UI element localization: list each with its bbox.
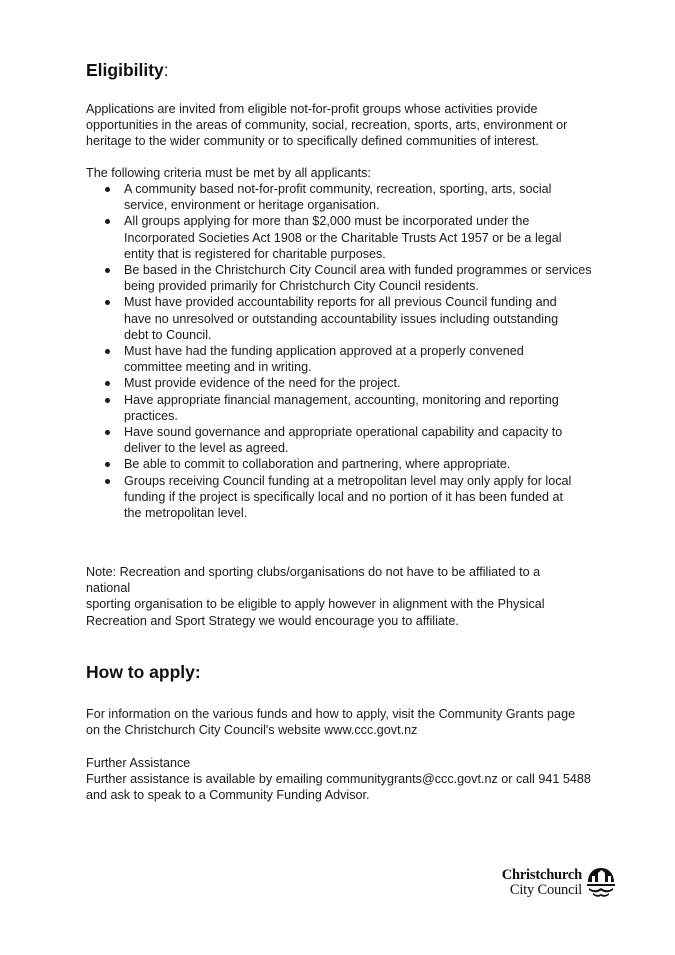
criteria-item: [86, 456, 586, 472]
criteria-line: debt to Council.: [124, 327, 212, 342]
criteria-line: being provided primarily for Christchurch City Council residents.: [124, 279, 479, 294]
bullet-icon: [105, 479, 110, 484]
criteria-line: Must provide evidence of the need for the project.: [124, 376, 401, 391]
further-line: Further assistance is available by emailing communitygrants@ccc.govt.nz or call 941 5488: [86, 772, 591, 787]
note-line: Recreation and Sport Strategy we would encourage you to affiliate.: [86, 613, 459, 628]
bullet-icon: [105, 349, 110, 354]
criteria-line: Incorporated Societies Act 1908 or the Charitable Trusts Act 1957 or be a legal: [124, 230, 562, 245]
eligibility-heading-text: Eligibility: [86, 60, 164, 80]
note-line: national: [86, 581, 131, 596]
christchurch-emblem-icon: [584, 865, 618, 899]
criteria-item: [86, 424, 586, 456]
criteria-line: A community based not-for-profit community, recreation, sporting, arts, social: [124, 182, 552, 196]
criteria-line: Must have had the funding application approved at a properly convened: [124, 344, 524, 359]
eligibility-heading: [86, 60, 169, 81]
criteria-item: [86, 213, 586, 262]
criteria-item: [86, 294, 586, 343]
criteria-line: Be based in the Christchurch City Council area with funded programmes or services: [124, 263, 592, 278]
bullet-icon: [105, 430, 110, 435]
bullet-icon: [105, 462, 110, 467]
criteria-item: [86, 473, 586, 522]
logo-line-1: Christchurch: [501, 867, 582, 883]
criteria-line: Have sound governance and appropriate operational capability and capacity to: [124, 425, 563, 440]
bullet-icon: [105, 268, 110, 273]
criteria-item: [86, 262, 592, 294]
bullet-icon: [105, 219, 110, 224]
criteria-line: All groups applying for more than $2,000 must be incorporated under the: [124, 214, 530, 229]
criteria-line: deliver to the level as agreed.: [124, 441, 289, 456]
bullet-icon: [105, 398, 110, 403]
intro-line: Applications are invited from eligible not-for-profit groups whose activities provide: [86, 102, 538, 116]
criteria-list: [86, 181, 592, 521]
council-logo: [490, 865, 620, 905]
how-to-apply-heading: How to apply:: [86, 662, 201, 682]
criteria-line: Groups receiving Council funding at a metropolitan level may only apply for local: [124, 473, 572, 488]
bullet-icon: [105, 381, 110, 386]
criteria-item: [86, 392, 586, 424]
criteria-line: entity that is registered for charitable purposes.: [124, 246, 386, 261]
criteria-item: [86, 375, 586, 391]
note-line: sporting organisation to be eligible to apply however in alignment with the Physical: [86, 597, 545, 612]
bullet-icon: [105, 187, 110, 192]
criteria-line: funding if the project is specifically local and no portion of it has been funded at: [124, 489, 563, 504]
further-assistance-heading: Further Assistance: [86, 756, 191, 770]
bullet-icon: [105, 300, 110, 305]
further-assistance: [86, 755, 591, 804]
eligibility-intro: [86, 101, 586, 150]
intro-line: heritage to the wider community or to specifically defined communities of interest.: [86, 134, 539, 149]
info-line: For information on the various funds and how to apply, visit the Community Grants page: [86, 707, 576, 721]
criteria-intro: The following criteria must be met by all applicants:: [86, 166, 371, 180]
note-line: Note: Recreation and sporting clubs/organisations do not have to be affiliated to a: [86, 565, 541, 579]
affiliation-note: [86, 564, 586, 629]
criteria-line: service, environment or heritage organisation.: [124, 198, 380, 213]
criteria-item: [86, 181, 586, 213]
info-line: on the Christchurch City Council's website www.ccc.govt.nz: [86, 723, 418, 738]
logo-wordmark: [502, 868, 582, 898]
criteria-line: Be able to commit to collaboration and partnering, where appropriate.: [124, 457, 511, 472]
further-line: and ask to speak to a Community Funding Advisor.: [86, 788, 370, 803]
criteria-line: have no unresolved or outstanding accountability issues including outstanding: [124, 311, 559, 326]
criteria-line: Must have provided accountability reports for all previous Council funding and: [124, 295, 557, 310]
eligibility-heading-colon: :: [163, 60, 169, 80]
criteria-item: [86, 343, 586, 375]
how-to-apply-info: [86, 706, 586, 738]
criteria-line: practices.: [124, 408, 178, 423]
logo-line-2: City Council: [509, 882, 582, 898]
criteria-line: the metropolitan level.: [124, 506, 248, 521]
intro-line: opportunities in the areas of community, social, recreation, sports, arts, environment or: [86, 118, 568, 133]
criteria-line: committee meeting and in writing.: [124, 360, 312, 375]
criteria-line: Have appropriate financial management, accounting, monitoring and reporting: [124, 392, 559, 407]
